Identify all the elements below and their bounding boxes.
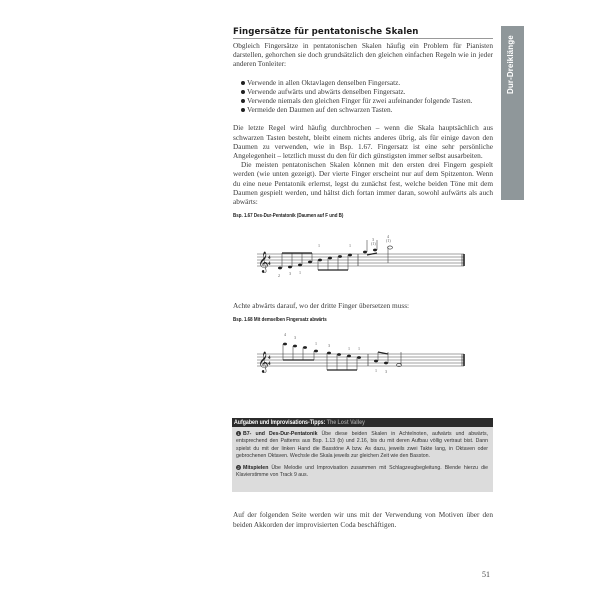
svg-text:1: 1 [318,243,320,249]
tip-item [236,431,488,461]
section-heading: Fingersätze für pentatonische Skalen [233,27,493,39]
chapter-tab-label: Dur-Dreiklänge [505,35,515,94]
paragraph-fingers: Die meisten pentatonischen Skalen können mit den ersten drei Fingern gespielt werden (wie unten gezeigt). Der vierte Finger erscheint nur auf dem Spitzenton. Wenn du eine neue Pentatonik erlernst, legst du zunächst fest, welche beiden Töne mit dem Daumen gespielt werden, und hältst dich fortan immer daran, sowohl aufwärts als auch abwärts: [233,160,493,207]
list-item: Vermeide den Daumen auf den schwarzen Tasten. [241,105,493,114]
bullet-icon [241,108,245,112]
chapter-side-tab [501,26,524,200]
tips-header [232,418,493,427]
rules-list [233,78,493,115]
svg-text:4: 4 [268,256,271,262]
tip-lead: B7- und Des-Dur-Pentatonik [243,431,318,437]
example-title-1-68: Bsp. 1.68 Mit demselben Fingersatz abwärts [233,317,327,324]
svg-text:2: 2 [278,273,280,279]
between-examples-text: Achte abwärts darauf, wo der dritte Finger übersetzen muss: [233,301,410,311]
tips-subtitle: The Lost Valley [326,419,365,426]
svg-text:4: 4 [268,356,271,362]
closing-paragraph: Auf der folgenden Seite werden wir uns mit der Verwendung von Motiven über den beiden Akkorden der improvisierten Coda beschäftigen. [233,510,493,529]
svg-text:3: 3 [328,343,330,349]
notation-image [233,323,493,385]
bullet-icon [241,90,245,94]
tip-lead: Mitspielen [243,464,269,471]
svg-text:3: 3 [289,271,291,277]
list-item: Verwende aufwärts und abwärts denselben Fingersatz. [241,87,493,96]
svg-text:1: 1 [348,346,350,352]
tips-box [232,418,493,492]
svg-text:3: 3 [294,335,296,341]
list-item: Verwende in allen Oktavlagen denselben Fingersatz. [241,78,493,87]
paragraph-exception: Die letzte Regel wird häufig durchbrochen – wenn die Skala hauptsächlich aus schwarzen Tasten besteht, bleibt einem nichts anderes übrig, als für einige davon den Daumen zu verwenden, wie in Bsp. 1.67. Fingersatz ist eine sehr persönliche Angelegenheit – letztlich musst du den für dich günstigsten immer selbst ausarbeiten. [233,123,493,161]
notation-image [233,219,493,289]
svg-text:𝄞: 𝄞 [258,352,269,374]
svg-text:(1): (1) [386,238,391,244]
intro-paragraph: Obgleich Fingersätze in pentatonischen Skalen häufig ein Problem für Pianisten darstellen, gehorchen sie doch grundsätzlich den gleichen einfachen Regeln wie in jeder anderen Tonleiter: [233,41,493,69]
example-title-1-67: Bsp. 1.67 Des-Dur-Pentatonik (Daumen auf F und B) [233,213,344,220]
music-staff-descending [233,323,493,385]
svg-text:4: 4 [268,262,271,268]
number-badge-icon: 2 [237,464,240,470]
svg-text:1: 1 [349,243,351,249]
tip-item [236,465,488,480]
svg-text:3: 3 [385,369,387,375]
svg-text:4: 4 [387,234,389,240]
svg-text:3: 3 [372,237,374,243]
svg-text:4: 4 [268,362,271,368]
svg-text:1: 1 [375,368,377,374]
svg-text:1: 1 [358,346,360,352]
music-staff-ascending [233,219,493,289]
number-badge-icon: 1 [237,431,240,437]
tips-title: Aufgaben und Improvisations-Tipps: [234,419,326,426]
list-item: Verwende niemals den gleichen Finger für zwei aufeinander folgende Tasten. [241,96,493,105]
svg-text:4: 4 [284,332,286,338]
page-number: 51 [482,570,490,579]
svg-text:(1): (1) [371,241,376,247]
bullet-icon [241,99,245,103]
tip-text: Übe diese beiden Skalen in Achtelnoten, aufwärts und abwärts, entsprechend den Patterns aus Bsp. 1.13 (b) und 2.16, bis du mit deren Aufbau völlig vertraut bist. Dann spielst du mit der linken Hand die Basstöne A bzw. As dazu, jeweils zwei Takte lang, in Oktaven oder gebrochenen Oktaven. Wechsle die Skala jeweils zur gleichen Zeit wie den Basston. [236,431,489,460]
svg-text:𝄞: 𝄞 [258,252,269,274]
bullet-icon [241,81,245,85]
svg-text:1: 1 [315,341,317,347]
svg-text:1: 1 [299,270,301,276]
main-content [233,27,493,385]
tip-text: Übe Melodie und Improvisation zusammen mit Schlagzeugbegleitung. Blende hierzu die Klavierstimme von Track 9 aus. [236,464,488,479]
